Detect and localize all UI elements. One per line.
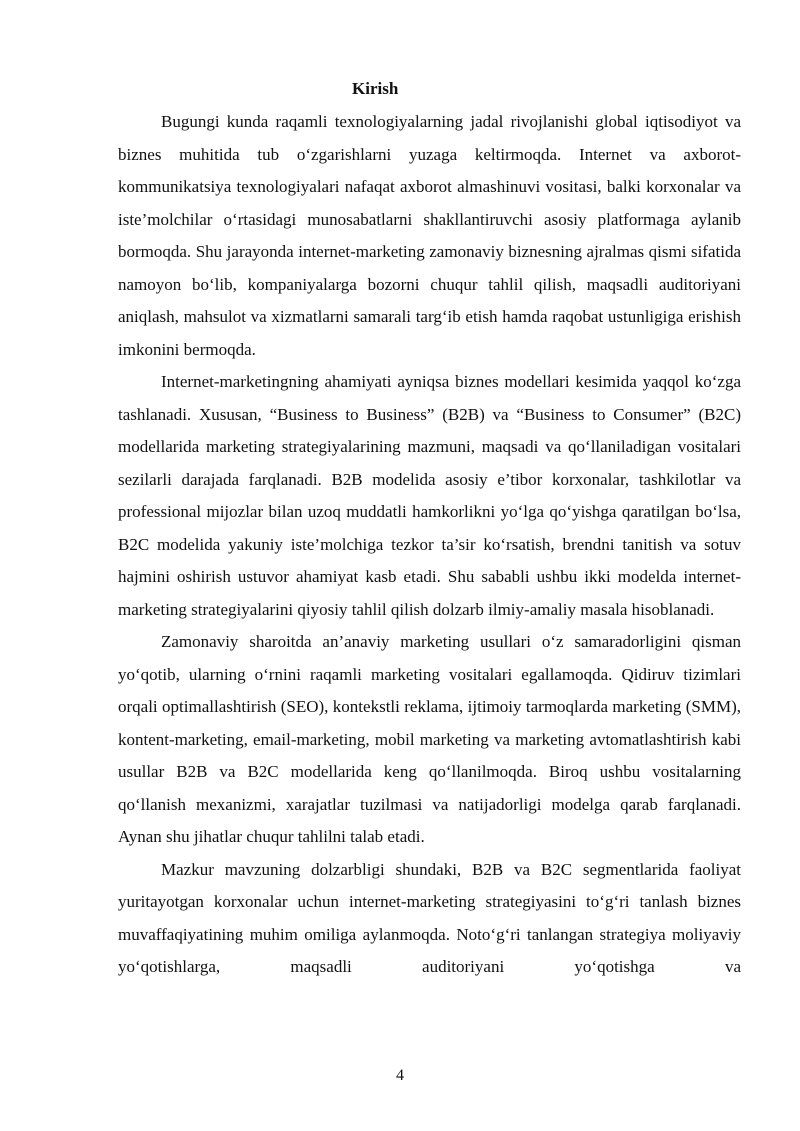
section-heading: Kirish: [352, 79, 399, 98]
paragraph-intro: Bugungi kunda raqamli texnologiyalarning jadal rivojlanishi global iqtisodiyot va biznes muhitida tub o‘zgarishlarni yuzaga keltirmoqda. Internet va axborot-kommunikatsiya texnologiyalari nafaqat axborot almashinuvi vositasi, balki korxonalar va iste’molchilar o‘rtasidagi munosabatlarni shakllantiruvchi asosiy platformaga aylanib bormoqda. Shu jarayonda internet-marketing zamonaviy biznesning ajralmas qismi sifatida namoyon bo‘lib, kompaniyalarga bozorni chuqur tahlil qilish, maqsadli auditoriyani aniqlash, mahsulot va xizmatlarni samarali targ‘ib etish hamda raqobat ustunligiga erishish imkonini bermoqda.: [118, 112, 741, 359]
paragraph-digital-tools: Zamonaviy sharoitda an’anaviy marketing usullari o‘z samaradorligini qisman yo‘qotib, ularning o‘rnini raqamli marketing vositalari egallamoqda. Qidiruv tizimlari orqali optimallashtirish (SEO), kontekstli reklama, ijtimoiy tarmoqlarda marketing (SMM), kontent-marketing, email-marketing, mobil marketing va marketing avtomatlashtirish kabi usullar B2B va B2C modellarida keng qo‘llanilmoqda. Biroq ushbu vositalarning qo‘llanish mexanizmi, xarajatlar tuzilmasi va natijadorligi modelga qarab farqlanadi. Aynan shu jihatlar chuqur tahlilni talab etadi.: [118, 632, 741, 846]
page-number: 4: [396, 1067, 404, 1084]
paragraph-b2b-b2c: Internet-marketingning ahamiyati ayniqsa biznes modellari kesimida yaqqol ko‘zga tashlanadi. Xususan, “Business to Business” (B2B) va “Business to Consumer” (B2C) modellarida marketing strategiyalarining mazmuni, maqsadi va qo‘llaniladigan vositalari sezilarli darajada farqlanadi. B2B modelida asosiy e’tibor korxonalar, tashkilotlar va professional mijozlar bilan uzoq muddatli hamkorlikni yo‘lga qo‘yishga qaratilgan bo‘lsa, B2C modelida yakuniy iste’molchiga tezkor ta’sir ko‘rsatish, brendni tanitish va sotuv hajmini oshirish ustuvor ahamiyat kasb etadi. Shu sababli ushbu ikki modelda internet-marketing strategiyalarini qiyosiy tahlil qilish dolzarb ilmiy-amaliy masala hisoblanadi.: [118, 372, 741, 619]
document-body: [118, 76, 741, 984]
paragraph-relevance: Mazkur mavzuning dolzarbligi shundaki, B2B va B2C segmentlarida faoliyat yuritayotgan korxonalar uchun internet-marketing strategiyasini to‘g‘ri tanlash biznes muvaffaqiyatining muhim omiliga aylanmoqda. Noto‘g‘ri tanlangan strategiya moliyaviy yo‘qotishlarga, maqsadli auditoriyani yo‘qotishga va: [118, 859, 741, 976]
